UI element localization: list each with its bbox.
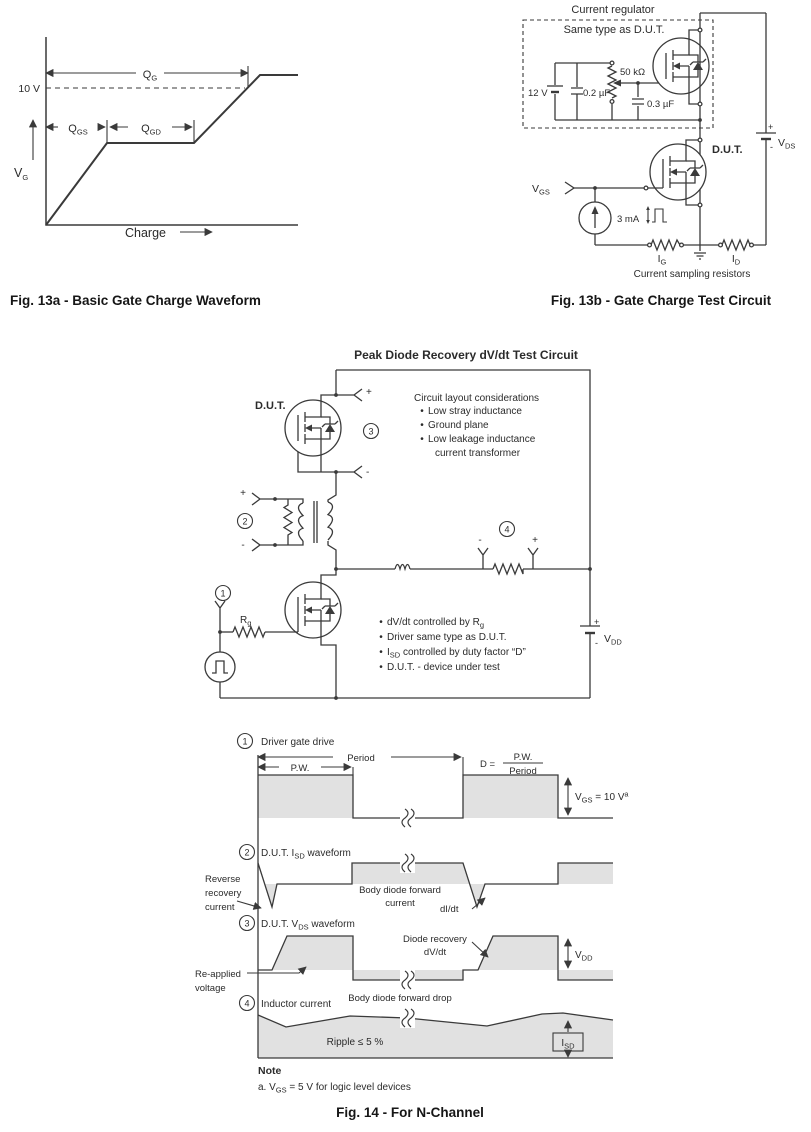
pot-label: 50 kΩ: [620, 67, 646, 78]
svg-text:current: current: [205, 902, 235, 913]
svg-text:•: •: [379, 647, 383, 658]
isd-box-label: $I_{SD}$: [561, 1038, 575, 1051]
fig13a-caption: Fig. 13a - Basic Gate Charge Waveform: [10, 293, 261, 308]
svg-text:Period: Period: [347, 753, 375, 764]
svg-text:Low leakage inductance: Low leakage inductance: [428, 434, 536, 445]
svg-text:1: 1: [220, 588, 226, 599]
vds-minus-label: -: [770, 142, 773, 152]
qgd-label: $Q_{GD}$: [141, 123, 161, 137]
transformer-section: [252, 472, 336, 569]
svg-text:current: current: [385, 898, 415, 909]
svg-text:Low stray inductance: Low stray inductance: [428, 406, 522, 417]
svg-text:Driver same type as D.U.T.: Driver same type as D.U.T.: [387, 632, 507, 643]
svg-text:dV/dt controlled by Rg: dV/dt controlled by $R_g$: [387, 617, 484, 630]
fig13b-caption: Fig. 13b - Gate Charge Test Circuit: [550, 293, 772, 308]
xfmr-plus-label: +: [240, 488, 246, 499]
vds-label: $V_{DS}$: [778, 137, 796, 151]
svg-text:4: 4: [244, 998, 250, 1009]
cap2-label: 0.3 µF: [647, 99, 675, 110]
layout-title: Circuit layout considerations: [414, 393, 540, 404]
marker-4: [500, 522, 515, 537]
svg-text:•: •: [379, 632, 383, 643]
svg-text:dV/dt: dV/dt: [423, 947, 447, 958]
fig13a-gate-charge-graph: [0, 20, 320, 270]
y-value-label: 10 V: [18, 83, 40, 95]
vgs-level-label: $V_{GS} = 10$ $V^a$: [575, 791, 629, 805]
dut-mosfet: [650, 144, 706, 200]
dut-label: D.U.T.: [712, 144, 743, 156]
svg-text:Ground plane: Ground plane: [428, 420, 489, 431]
svg-text:2: 2: [242, 516, 248, 527]
id-label: $I_D$: [731, 253, 741, 267]
dut-minus-probe-label: -: [366, 467, 370, 478]
dut-plus-probe-label: +: [366, 387, 372, 398]
x-axis-label: Charge: [125, 226, 166, 240]
marker-1: [216, 586, 231, 601]
svg-text:current transformer: current transformer: [435, 448, 521, 459]
svg-text:P.W.: P.W.: [513, 752, 533, 763]
svg-text:Driver gate drive: Driver gate drive: [261, 737, 335, 748]
svg-text:voltage: voltage: [195, 983, 226, 994]
cap1-label: 0.2 µF: [583, 88, 611, 99]
pulse-glyph: [646, 206, 667, 224]
vdd-minus-label: -: [595, 638, 598, 648]
current-source-label: 3 mA: [617, 214, 640, 225]
svg-text:D.U.T. ISD waveform: D.U.T. $I_{SD}$ waveform: [261, 848, 351, 861]
vdd-label: $V_{DD}$: [604, 633, 622, 647]
svg-text:•: •: [420, 406, 424, 417]
svg-text:Period: Period: [509, 766, 537, 777]
svg-text:Re-applied: Re-applied: [195, 969, 241, 980]
svg-text:P.W.: P.W.: [290, 763, 310, 774]
svg-text:•: •: [420, 434, 424, 445]
svg-text:1: 1: [242, 736, 248, 747]
wf3-vdd-label: $V_{DD}$: [575, 950, 593, 963]
rail-plus-probe-label: +: [532, 535, 538, 546]
marker-3: [364, 424, 379, 439]
svg-text:Body diode forward drop: Body diode forward drop: [348, 993, 452, 1004]
svg-text:Reverse: Reverse: [205, 874, 241, 885]
qg-label: $Q_G$: [142, 69, 158, 83]
svg-text:Ripple ≤ 5 %: Ripple ≤ 5 %: [326, 1037, 384, 1048]
svg-text:D.U.T. - device under test: D.U.T. - device under test: [387, 662, 500, 673]
vds-plus-label: +: [768, 122, 774, 132]
dvdt-test-circuit: [195, 345, 622, 710]
svg-text:D.U.T. VDS waveform: D.U.T. $V_{DS}$ waveform: [261, 919, 355, 932]
regulator-title: Current regulator: [571, 4, 655, 16]
rg-label: $R_g$: [240, 615, 252, 628]
svg-text:ISD controlled by duty factor: $I_{SD}$ controlled by duty factor “D”: [387, 647, 526, 660]
svg-text:dI/dt: dI/dt: [440, 904, 459, 915]
svg-text:•: •: [420, 420, 424, 431]
fig14-caption: Fig. 14 - For N-Channel: [336, 1105, 484, 1120]
rail-minus-probe-label: -: [478, 535, 482, 546]
note-a: a. $V_{GS} = 5$ V for logic level devices: [258, 1082, 411, 1095]
svg-text:Inductor current: Inductor current: [261, 999, 332, 1010]
dvdt-title: Peak Diode Recovery dV/dt Test Circuit: [354, 348, 578, 362]
vgs-label: $V_{GS}$: [532, 183, 550, 197]
wf4-inductor-current: [240, 996, 614, 1059]
output-rail: [334, 548, 592, 574]
sampling-label: Current sampling resistors: [633, 269, 751, 280]
xfmr-minus-label: -: [241, 540, 245, 551]
dvdt-dut-label: D.U.T.: [255, 400, 286, 412]
svg-text:•: •: [379, 662, 383, 673]
svg-text:3: 3: [244, 918, 250, 929]
dvdt-notes: [379, 617, 526, 673]
vg-label: $V_G$: [14, 166, 29, 182]
svg-text:Body diode forward: Body diode forward: [359, 885, 441, 896]
wf2-isd-waveform: [205, 845, 613, 916]
wf1-driver-gate-drive: [238, 734, 629, 829]
note-title: Note: [258, 1065, 282, 1077]
svg-text:2: 2: [244, 847, 250, 858]
driver-mosfet: [285, 582, 341, 638]
svg-text:3: 3: [368, 426, 374, 437]
dvdt-dut-mosfet: [285, 400, 341, 456]
sampling-resistor-rail: [595, 240, 766, 259]
svg-text:•: •: [379, 617, 383, 628]
regulator-subtitle: Same type as D.U.T.: [563, 24, 665, 36]
svg-text:4: 4: [504, 524, 510, 535]
svg-text:recovery: recovery: [205, 888, 242, 899]
layout-list: [420, 406, 535, 459]
supply-label: 12 V: [528, 88, 548, 99]
vdd-plus-label: +: [594, 617, 600, 627]
fig14-waveforms: [195, 730, 629, 1132]
svg-text:Diode recovery: Diode recovery: [403, 934, 467, 945]
ig-label: $I_G$: [657, 253, 667, 267]
qgs-label: $Q_{GS}$: [68, 123, 88, 137]
svg-text:D =: D =: [480, 759, 496, 770]
marker-2: [238, 514, 253, 529]
fig13b-test-circuit: [490, 0, 811, 290]
